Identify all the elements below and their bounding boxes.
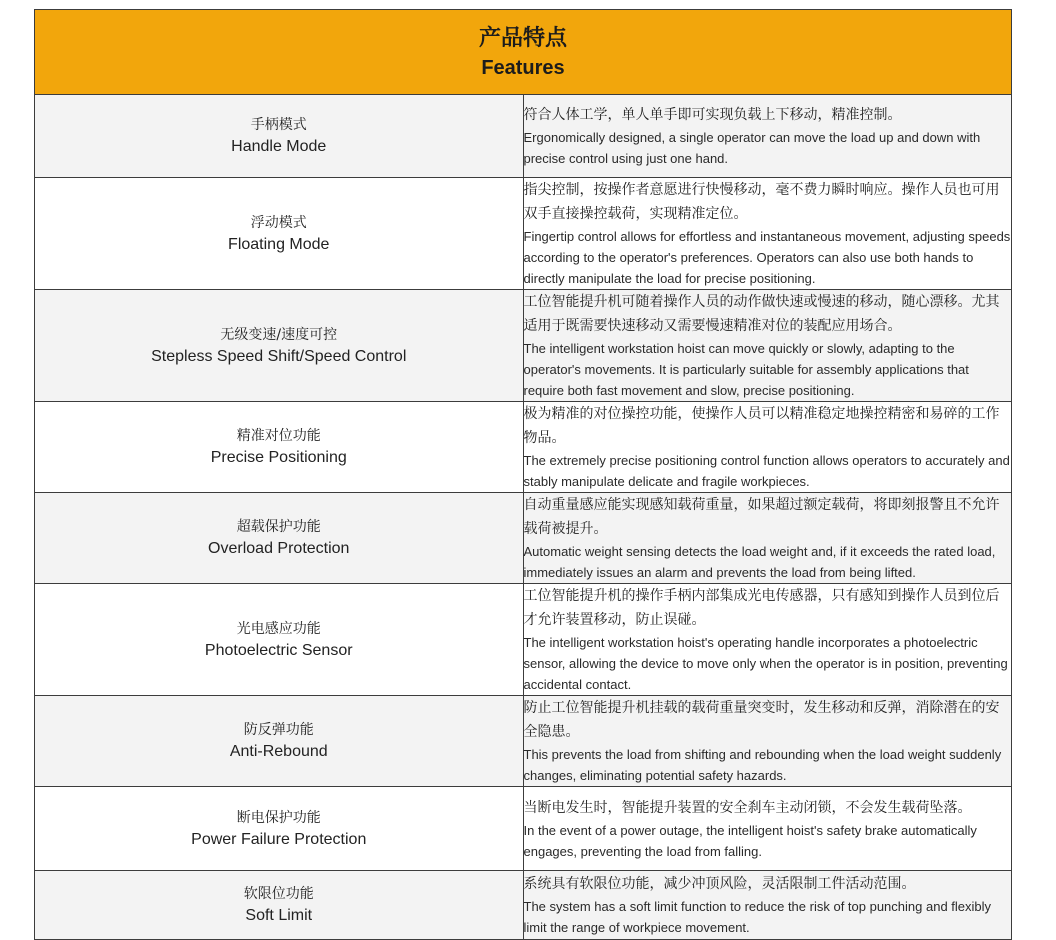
feature-desc-zh: 防止工位智能提升机挂载的载荷重量突变时，发生移动和反弹，消除潜在的安全隐患。 — [523, 700, 1000, 740]
feature-name-zh: 无级变速/速度可控 — [220, 326, 338, 343]
feature-desc-en: Fingertip control allows for effortless and instantaneous movement, adjusting speeds according to the operator's preferences. Operators can also use both hands to directly manipulate the load for precise positioning. — [523, 229, 1011, 286]
feature-name-en: Photoelectric Sensor — [204, 641, 353, 659]
feature-desc-zh: 符合人体工学，单人单手即可实现负载上下移动，精准控制。 — [523, 107, 902, 123]
feature-name-cell — [35, 787, 524, 871]
feature-name-cell — [35, 178, 524, 290]
feature-desc-zh: 当断电发生时，智能提升装置的安全刹车主动闭锁，不会发生载荷坠落。 — [523, 799, 972, 816]
feature-desc-cell — [523, 290, 1012, 402]
feature-desc-cell — [523, 178, 1012, 290]
feature-desc-en: Ergonomically designed, a single operator can move the load up and down with precise control using just one hand. — [523, 130, 981, 166]
feature-desc-en: Automatic weight sensing detects the load weight and, if it exceeds the rated load, immediately issues an alarm and prevents the load from being lifted. — [523, 544, 996, 580]
feature-name-en: Anti-Rebound — [229, 743, 328, 760]
feature-name-zh: 光电感应功能 — [236, 620, 321, 637]
feature-desc-cell — [523, 787, 1012, 871]
table-header — [35, 10, 1012, 95]
feature-name-zh: 防反弹功能 — [243, 722, 314, 738]
feature-desc-en: The intelligent workstation hoist can move quickly or slowly, adapting to the operator's movements. It is particularly suitable for assembly applications that require both fast movement and slow, precise positioning. — [523, 341, 969, 398]
feature-name-zh: 超载保护功能 — [236, 519, 321, 535]
feature-name-zh: 精准对位功能 — [236, 428, 321, 444]
feature-name-zh: 浮动模式 — [250, 214, 307, 231]
feature-desc-cell — [523, 493, 1012, 584]
feature-name-cell — [35, 696, 524, 787]
feature-name-en: Precise Positioning — [210, 449, 347, 466]
feature-name-cell — [35, 402, 524, 493]
table-row — [35, 787, 1012, 871]
table-row — [35, 95, 1012, 178]
feature-desc-en: The intelligent workstation hoist's operating handle incorporates a photoelectric sensor, allowing the device to move only when the operator is in position, preventing accidental contact. — [523, 635, 1008, 692]
feature-name-en: Overload Protection — [208, 540, 350, 557]
feature-desc-zh: 自动重量感应能实现感知载荷重量，如果超过额定载荷，将即刻报警且不允许载荷被提升。 — [523, 497, 1000, 537]
feature-name-cell — [35, 290, 524, 402]
feature-name-zh: 手柄模式 — [250, 117, 307, 133]
feature-desc-en: This prevents the load from shifting and rebounding when the load weight suddenly changes, eliminating potential safety hazards. — [523, 747, 1002, 783]
table-row — [35, 178, 1012, 290]
table-row — [35, 493, 1012, 584]
feature-desc-cell — [523, 402, 1012, 493]
feature-name-cell — [35, 871, 524, 940]
feature-desc-cell — [523, 696, 1012, 787]
feature-name-en: Soft Limit — [245, 907, 313, 924]
feature-desc-zh: 指尖控制，按操作者意愿进行快慢移动，毫不费力瞬时响应。操作人员也可用双手直接操控载荷，实现精准定位。 — [523, 182, 1000, 222]
feature-name-en: Power Failure Protection — [191, 830, 367, 848]
feature-desc-en: The system has a soft limit function to reduce the risk of top punching and flexibly limit the range of workpiece movement. — [523, 899, 992, 935]
feature-desc-cell — [523, 871, 1012, 940]
table-header-row — [35, 10, 1012, 95]
feature-name-zh: 软限位功能 — [243, 886, 314, 902]
feature-desc-cell — [523, 95, 1012, 178]
header-title-en: Features — [481, 57, 565, 79]
features-table — [34, 9, 1012, 940]
feature-desc-cell — [523, 584, 1012, 696]
feature-name-en: Floating Mode — [228, 235, 330, 253]
feature-desc-en: The extremely precise positioning control function allows operators to accurately and stably manipulate delicate and fragile workpieces. — [523, 453, 1010, 489]
feature-name-cell — [35, 95, 524, 178]
feature-name-en: Stepless Speed Shift/Speed Control — [151, 347, 407, 365]
feature-name-zh: 断电保护功能 — [236, 809, 321, 826]
header-title-zh: 产品特点 — [478, 26, 567, 51]
feature-desc-zh: 极为精准的对位操控功能，使操作人员可以精准稳定地操控精密和易碎的工作物品。 — [523, 406, 1000, 446]
feature-desc-zh: 工位智能提升机可随着操作人员的动作做快速或慢速的移动，随心漂移。尤其适用于既需要快速移动又需要慢速精准对位的装配应用场合。 — [523, 294, 1000, 334]
feature-desc-en: In the event of a power outage, the intelligent hoist's safety brake automatically engages, preventing the load from falling. — [523, 822, 977, 859]
feature-name-en: Handle Mode — [231, 138, 327, 155]
feature-name-cell — [35, 584, 524, 696]
table-row — [35, 871, 1012, 940]
feature-name-cell — [35, 493, 524, 584]
table-row — [35, 290, 1012, 402]
table-row — [35, 696, 1012, 787]
feature-desc-zh: 工位智能提升机的操作手柄内部集成光电传感器，只有感知到操作人员到位后才允许装置移动，防止误碰。 — [523, 588, 1000, 628]
table-row — [35, 584, 1012, 696]
feature-desc-zh: 系统具有软限位功能，减少冲顶风险，灵活限制工件活动范围。 — [523, 876, 916, 892]
table-row — [35, 402, 1012, 493]
